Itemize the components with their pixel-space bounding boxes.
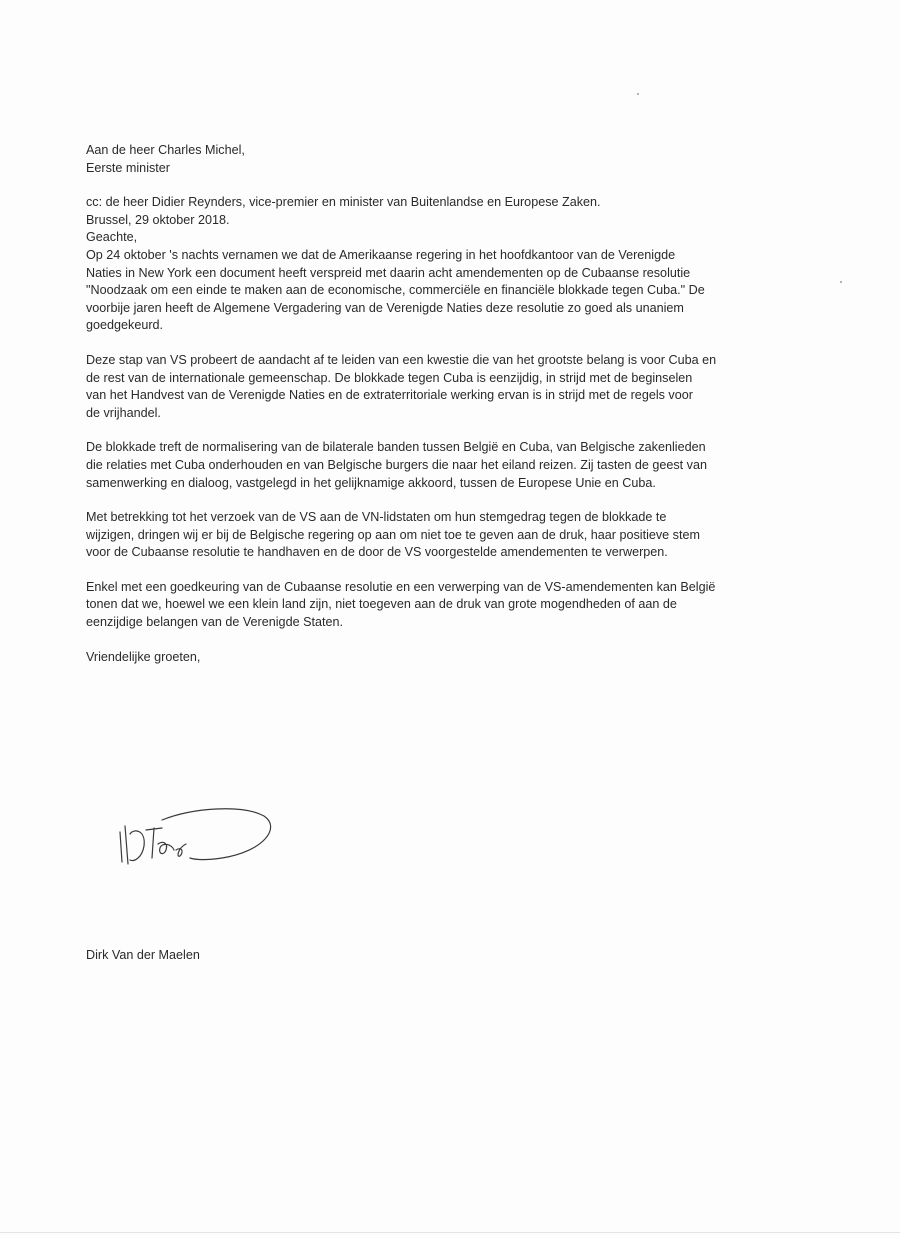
paragraph-line: de vrijhandel. bbox=[86, 405, 161, 420]
paragraph-line: van het Handvest van de Verenigde Naties en de extraterritoriale werking ervan is in strijd met de regels voor bbox=[86, 388, 693, 403]
paragraph-line: goedgekeurd. bbox=[86, 318, 164, 333]
paragraph-line: wijzigen, dringen wij er bij de Belgische regering op aan om niet toe te geven aan de druk, haar positieve stem bbox=[86, 527, 700, 542]
letter-body bbox=[86, 142, 826, 666]
addressee-block bbox=[86, 142, 826, 177]
paragraph-line: Op 24 oktober 's nachts vernamen we dat de Amerikaanse regering in het hoofdkantoor van de Verenigde bbox=[86, 247, 676, 262]
scan-speck bbox=[637, 93, 639, 95]
paragraph-line: eenzijdige belangen van de Verenigde Staten. bbox=[86, 615, 343, 630]
cc-line: cc: de heer Didier Reynders, vice-premier en minister van Buitenlandse en Europese Zaken. bbox=[86, 195, 601, 210]
paragraph bbox=[86, 579, 826, 632]
paragraph-line: samenwerking en dialoog, vastgelegd in het gelijknamige akkoord, tussen de Europese Unie en Cuba. bbox=[86, 475, 656, 490]
signer-name: Dirk Van der Maelen bbox=[86, 948, 200, 962]
paragraph-line: Naties in New York een document heeft verspreid met daarin acht amendementen op de Cubaanse resolutie bbox=[86, 265, 691, 280]
paragraph-line: "Noodzaak om een einde te maken aan de economische, commerciële en financiële blokkade tegen Cuba." De bbox=[86, 283, 705, 298]
paragraph-line: voor de Cubaanse resolutie te handhaven en de door de VS voorgestelde amendementen te verwerpen. bbox=[86, 545, 668, 560]
paragraph-line: de rest van de internationale gemeenschap. De blokkade tegen Cuba is eenzijdig, in strijd met de beginselen bbox=[86, 370, 693, 385]
paragraph-line: die relaties met Cuba onderhouden en van Belgische burgers die naar het eiland reizen. Zij tasten de geest van bbox=[86, 457, 707, 472]
paragraph bbox=[86, 247, 826, 335]
handwritten-signature bbox=[112, 800, 282, 880]
paragraph bbox=[86, 352, 826, 422]
date-line: Brussel, 29 oktober 2018. bbox=[86, 212, 230, 227]
closing: Vriendelijke groeten, bbox=[86, 649, 201, 664]
paragraph-line: Deze stap van VS probeert de aandacht af te leiden van een kwestie die van het grootste belang is voor Cuba en bbox=[86, 352, 717, 367]
addressee-title: Eerste minister bbox=[86, 160, 170, 175]
paragraph bbox=[86, 439, 826, 492]
scan-speck bbox=[840, 281, 842, 283]
paragraph-line: Enkel met een goedkeuring van de Cubaanse resolutie en een verwerping van de VS-amendementen kan België bbox=[86, 579, 716, 594]
paragraph-line: Met betrekking tot het verzoek van de VS aan de VN-lidstaten om hun stemgedrag tegen de blokkade te bbox=[86, 510, 667, 525]
paragraph-line: voorbije jaren heeft de Algemene Vergadering van de Verenigde Naties deze resolutie zo goed als unaniem bbox=[86, 300, 684, 315]
page-edge bbox=[0, 1232, 900, 1233]
paragraph bbox=[86, 509, 826, 562]
addressee-name: Aan de heer Charles Michel, bbox=[86, 143, 245, 157]
paragraph-line: tonen dat we, hoewel we een klein land zijn, niet toegeven aan de druk van grote mogendheden of aan de bbox=[86, 597, 677, 612]
salutation: Geachte, bbox=[86, 230, 138, 245]
paragraph-line: De blokkade treft de normalisering van de bilaterale banden tussen België en Cuba, van Belgische zakenlieden bbox=[86, 440, 706, 455]
